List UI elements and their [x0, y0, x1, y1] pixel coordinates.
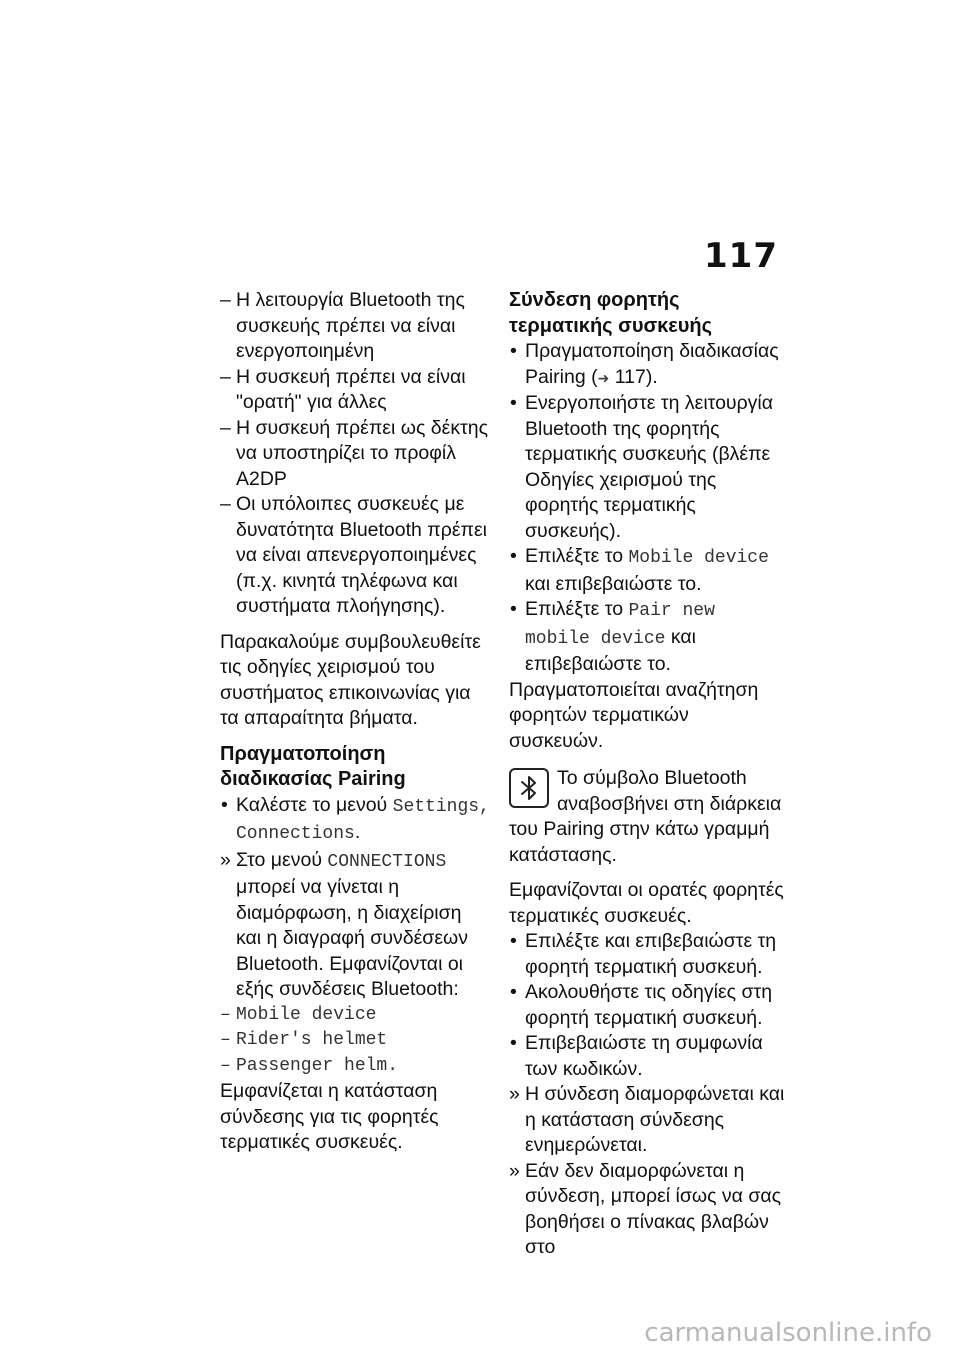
bluetooth-note-text: Το σύμβολο Bluetooth αναβοσβήνει στη διάρκεια του Pairing στην κάτω γραμμή κατάστασης. — [509, 767, 782, 866]
connection-item: – Rider's helmet — [220, 1028, 492, 1054]
result-description: μπορεί να γίνεται η διαμόρφωση, η διαχείριση και η διαγραφή συνδέσεων Bluetooth. Εμφανίζονται οι εξής συνδέσεις Bluetooth: — [236, 876, 468, 1000]
bluetooth-icon — [509, 768, 549, 808]
page-reference-arrow-icon: ➜ — [597, 369, 610, 386]
step-call-menu — [220, 793, 492, 848]
requirement-item: – Η συσκευή πρέπει να είναι "ορατή" για άλλες — [220, 365, 492, 416]
bullet-item: • Επιλέξτε και επιβεβαιώστε τη φορητή τερματική συσκευή. — [509, 929, 785, 980]
result-item: » Εάν δεν διαμορφώνεται η σύνδεση, μπορεί ίσως να σας βοηθήσει ο πίνακας βλαβών στο — [509, 1159, 785, 1261]
step-suffix: . — [354, 821, 361, 843]
bullet-select-mobile-device — [509, 544, 785, 597]
menu-path-code: Settings, Connections — [236, 796, 490, 844]
requirements-list — [220, 288, 492, 620]
bullet-text: Επιλέξτε το — [525, 598, 629, 620]
connections-list — [220, 1003, 492, 1080]
connections-code: CONNECTIONS — [327, 851, 447, 872]
bullet-suffix: και επιβεβαιώστε το. — [525, 572, 702, 595]
connection-status-text: Εμφανίζεται η κατάσταση σύνδεσης για τις φορητές τερματικές συσκευές. — [220, 1080, 439, 1153]
result-item: » Η σύνδεση διαμορφώνεται και η κατάσταση σύνδεσης ενημερώνεται. — [509, 1082, 785, 1159]
result-text: Στο μενού — [236, 848, 328, 871]
page-reference: 117 — [614, 365, 646, 388]
right-column — [509, 288, 785, 1261]
pairing-heading: Πραγματοποίηση διαδικασίας Pairing — [220, 742, 406, 790]
search-text: Πραγματοποιείται αναζήτηση φορητών τερματικών συσκευών. — [509, 678, 759, 752]
requirement-item: – Η λειτουργία Bluetooth της συσκευής πρέπει να είναι ενεργοποιημένη — [220, 288, 492, 365]
bullet-select-pair-new — [509, 597, 785, 678]
advice-paragraph: Παρακαλούμε συμβουλευθείτε τις οδηγίες χειρισμού του συστήματος επικοινωνίας για τα απαραίτητα βήματα. — [220, 630, 481, 729]
result-connections-menu — [220, 848, 492, 1003]
connect-device-heading: Σύνδεση φορητής τερματικής συσκευής — [509, 289, 713, 337]
pair-new-device-code: Pair new mobile device — [525, 601, 715, 649]
requirement-item: – Η συσκευή πρέπει ως δέκτης να υποστηρίζει το προφίλ A2DP — [220, 416, 492, 493]
bullet-text: Επιλέξτε το — [525, 545, 629, 567]
bullet-item: • Επιβεβαιώστε τη συμφωνία των κωδικών. — [509, 1031, 785, 1082]
connection-item: – Mobile device — [220, 1003, 492, 1029]
visible-devices-text: Εμφανίζονται οι ορατές φορητές τερματικές συσκευές. — [509, 879, 784, 927]
step-text: Καλέστε το μενού — [236, 793, 393, 816]
connection-item: – Passenger helm. — [220, 1054, 492, 1080]
bullet-activate-bluetooth: • Ενεργοποιήστε τη λειτουργία Bluetooth της φορητής τερματικής συσκευής (βλέπε Οδηγίες χειρισμού της φορητής τερματικής συσκευής). — [509, 391, 785, 544]
bluetooth-note — [509, 766, 785, 868]
bullet-suffix: και επιβεβαιώστε το. — [525, 625, 696, 675]
bullet-item: • Ακολουθήστε τις οδηγίες στη φορητή τερματική συσκευή. — [509, 980, 785, 1031]
bullet-perform-pairing — [509, 339, 785, 391]
requirement-item: – Οι υπόλοιπες συσκευές με δυνατότητα Bluetooth πρέπει να είναι απενεργοποιημένες (π.χ. κινητά τηλέφωνα και συστήματα πλοήγησης). — [220, 492, 492, 620]
watermark: carmanualsonline.info — [644, 1318, 932, 1348]
left-column — [220, 288, 492, 1156]
page-number: 117 — [704, 236, 778, 276]
bullet-suffix: ). — [645, 365, 658, 388]
mobile-device-code: Mobile device — [628, 548, 769, 568]
bullet-text: Πραγματοποίηση διαδικασίας Pairing ( — [525, 340, 779, 388]
